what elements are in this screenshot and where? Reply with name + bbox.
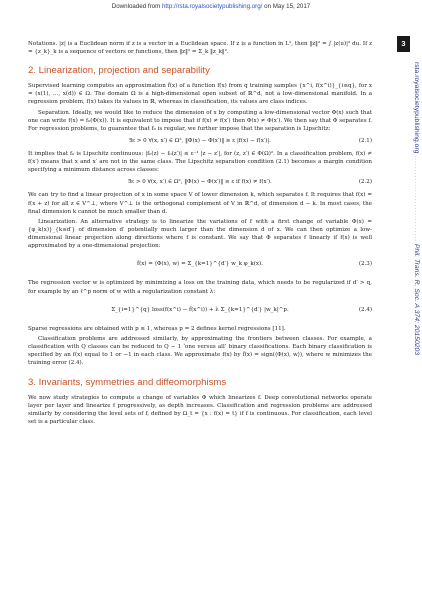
journal-sidebar <box>390 62 420 356</box>
equation-number: (2.2) <box>358 179 372 186</box>
separation-paragraph: Separation. Ideally, we would like to reduce the dimension of x by computing a low-dimensional vector Φ(x) such that one can write f(x) = f₀(Φ(x)). It is equivalent to impose that if f(x) ≠ f(x′) then Φ(x) ≠ Φ(x′). We then say that Φ separates f. For regression problems, to guarantee that f₀ is regular, we further impose that the separation is Lipschitz: <box>28 109 372 133</box>
download-notice: Downloaded from http://rsta.royalsocietypublishing.org/ on May 15, 2017 <box>111 3 311 10</box>
supervised-paragraph: Supervised learning computes an approximation f̃(x) of a function f(x) from q training samples {x^i, f(x^i)}_{i≤q}, for x = (x(1), …, x(d)) ∈ Ω. The domain Ω is a high-dimensional open subset of ℝ^d, not a low-dimensional manifold. In a regression problem, f(x) takes its values in ℝ, whereas in classification, its values are class indices. <box>28 83 372 106</box>
page-number: 3 <box>397 36 410 52</box>
sparse-paragraph: Sparse regressions are obtained with p ≤ 1, whereas p = 2 defines kernel regressions [11]. <box>28 325 286 332</box>
linearization-paragraph: Linearization. An alternative strategy is to linearize the variations of f with a first change of variable Φ(x) = {φ_k(x)}_{k≤d′} of dimension d′ potentially much larger than the dimension d of x. We can then optimize a low-dimensional linear projection along directions where f is constant. We say that Φ separates f linearly if f(x) is well approximated by a one-dimensional projection: <box>28 219 372 250</box>
equation-number: (2.1) <box>358 138 372 145</box>
notations-paragraph: Notations. |z| is a Euclidean norm if z is a vector in a Euclidean space. If z is a function in L², then ‖z‖² = ∫ |z(u)|² du. If z = {z_k}_k is a sequence of vectors or functions, then ‖z‖² = Σ_k ‖z_k‖². <box>28 41 372 56</box>
classification-paragraph: Classification problems are addressed similarly, by approximating the frontiers between classes. For example, a classification with Q classes can be reduced to Q − 1 ‘one versus all’ binary classifications. Each binary classification is specified by an f(x) equal to 1 or −1 in each class. We approximate f(x) by f̃(x) = sign(⟨Φ(x), w⟩), where w minimizes the training error (2.4). <box>28 336 372 367</box>
sidebar-dots: .............................. <box>413 155 420 242</box>
equation-2-3: f̃(x) = ⟨Φ(x), w⟩ = Σ_{k=1}^{d′} w_k φ_k(x). (2.3) <box>28 253 372 275</box>
journal-site: rsta.royalsocietypublishing.org <box>413 62 420 154</box>
journal-citation: Phil. Trans. R. Soc. A 374: 20150203 <box>413 243 420 356</box>
linear-projection-paragraph: We can try to find a linear projection of x in some space V of lower dimension k, which separates f. It requires that f(x) = f(x + z) for all z ∈ V^⊥, where V^⊥ is the orthogonal complement of V in ℝ^d, of dimension d − k. In most cases, the final dimension k cannot be much smaller than d. <box>28 192 372 215</box>
equation-2-4: Σ_{i=1}^{q} loss(f(x^i) − f̃(x^i)) + λ Σ_{k=1}^{d′} |w_k|^p. (2.4) <box>28 299 372 321</box>
invariants-paragraph: We now study strategies to compute a change of variables Φ which linearizes f. Deep convolutional networks operate layer per layer and linearize f progressively, as depth increases. Classification and regression problems are addressed similarly by considering the level sets of f, defined by Ω_t = {x : f(x) = t} if f is continuous. For classification, each level set is a particular class. <box>28 394 372 425</box>
article-body <box>28 40 372 428</box>
equation-2-2: ∃ε > 0 ∀(x, x′) ∈ Ω², ‖Φ(x) − Φ(x′)‖ ≥ ε if f(x) ≠ f(x′). (2.2) <box>128 179 372 186</box>
regression-paragraph: The regression vector w is optimized by minimizing a loss on the training data, which needs to be regularized if d′ > q, for example by an ℓ^p norm of w with a regularization constant λ: <box>28 280 372 295</box>
section-2-heading: 2. Linearization, projection and separability <box>28 65 210 77</box>
section-3-heading: 3. Invariants, symmetries and diffeomorphisms <box>28 376 227 388</box>
equation-number: (2.4) <box>358 306 372 313</box>
lipschitz-paragraph: It implies that f₀ is Lipschitz continuous: |f₀(z) − f₀(z′)| ≤ ε⁻¹ |z − z′|, for (z, z′) ∈ Φ(Ω)². In a classification problem, f(x) ≠ f(x′) means that x and x′ are not in the same class. The Lipschitz separation condition (2.1) becomes a margin condition specifying a minimum distance across classes: <box>28 151 372 174</box>
equation-2-1: ∃ε > 0 ∀(x, x′) ∈ Ω², ‖Φ(x) − Φ(x′)‖ ≥ ε |f(x) − f(x′)|. (2.1) <box>129 138 372 145</box>
equation-number: (2.3) <box>358 261 372 268</box>
download-link[interactable]: http://rsta.royalsocietypublishing.org/ <box>161 3 263 10</box>
